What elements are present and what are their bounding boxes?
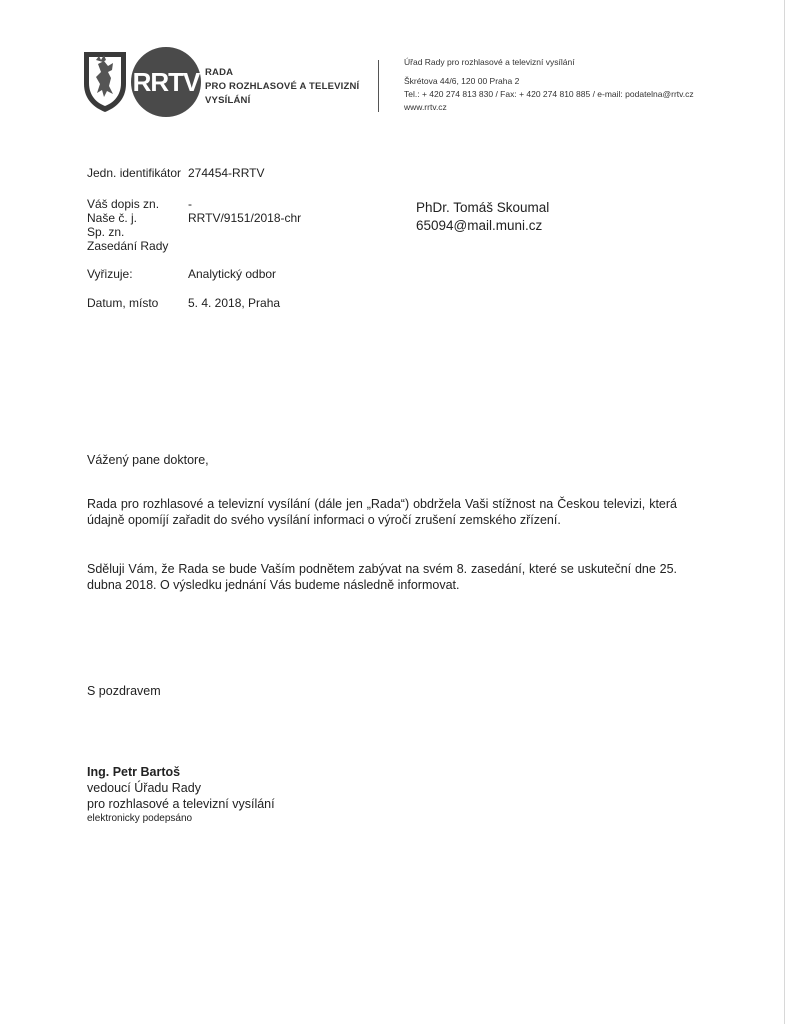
logo-line-3: VYSÍLÁNÍ xyxy=(205,95,251,106)
logo-line-1: RADA xyxy=(205,67,234,78)
signature-block xyxy=(87,764,275,826)
office-title: Úřad Rady pro rozhlasové a televizní vysílání xyxy=(404,57,575,67)
vas-dopis-label: Váš dopis zn. xyxy=(87,197,160,211)
nase-cj-label: Naše č. j. xyxy=(87,211,138,225)
office-info xyxy=(404,56,694,114)
logo-abbr: RRTV xyxy=(132,66,200,97)
datum-value: 5. 4. 2018, Praha xyxy=(188,296,281,310)
nase-cj-value: RRTV/9151/2018-chr xyxy=(188,211,302,225)
paragraph-2: Sděluji Vám, že Rada se bude Vaším podnětem zabývat na svém 8. zasedání, které se uskuteční dne 25. dubna 2018. O výsledku jednání Vás budeme následně informovat. xyxy=(87,562,677,592)
salutation: Vážený pane doktore, xyxy=(87,453,209,467)
office-address: Škrétova 44/6, 120 00 Praha 2 xyxy=(404,76,520,86)
electronic-signature-note: elektronicky podepsáno xyxy=(87,813,193,824)
signer-name: Ing. Petr Bartoš xyxy=(87,765,181,779)
sp-zn-label: Sp. zn. xyxy=(87,225,125,239)
rrtv-logo xyxy=(131,47,201,117)
recipient-name: PhDr. Tomáš Skoumal xyxy=(416,200,550,215)
vyrizuje-label: Vyřizuje: xyxy=(87,267,133,281)
page-edge xyxy=(784,0,785,1024)
jedn-value: 274454-RRTV xyxy=(188,166,265,180)
recipient-block xyxy=(416,199,549,235)
signer-role-1: vedoucí Úřadu Rady xyxy=(87,781,201,795)
signer-role-2: pro rozhlasové a televizní vysílání xyxy=(87,797,275,811)
logo-line-2: PRO ROZHLASOVÉ A TELEVIZNÍ xyxy=(205,81,360,92)
office-contact: Tel.: + 420 274 813 830 / Fax: + 420 274 810 885 / e-mail: podatelna@rrtv.cz xyxy=(404,89,694,99)
coat-of-arms-icon xyxy=(82,50,128,114)
recipient-email: 65094@mail.muni.cz xyxy=(416,218,543,233)
jedn-label: Jedn. identifikátor xyxy=(87,166,182,180)
vas-dopis-value: - xyxy=(188,197,192,211)
datum-label: Datum, místo xyxy=(87,296,159,310)
paragraph-1: Rada pro rozhlasové a televizní vysílání (dále jen „Rada“) obdržela Vaši stížnost na Českou televizi, která údajně opomíjí zařadit do svého vysílání informaci o výročí zrušení zemského zřízení. xyxy=(87,497,677,527)
zasedani-label: Zasedání Rady xyxy=(87,239,169,253)
office-web: www.rrtv.cz xyxy=(404,102,447,112)
vyrizuje-value: Analytický odbor xyxy=(188,267,277,281)
header-divider xyxy=(378,60,379,112)
logo-text xyxy=(205,66,359,108)
closing: S pozdravem xyxy=(87,684,161,698)
